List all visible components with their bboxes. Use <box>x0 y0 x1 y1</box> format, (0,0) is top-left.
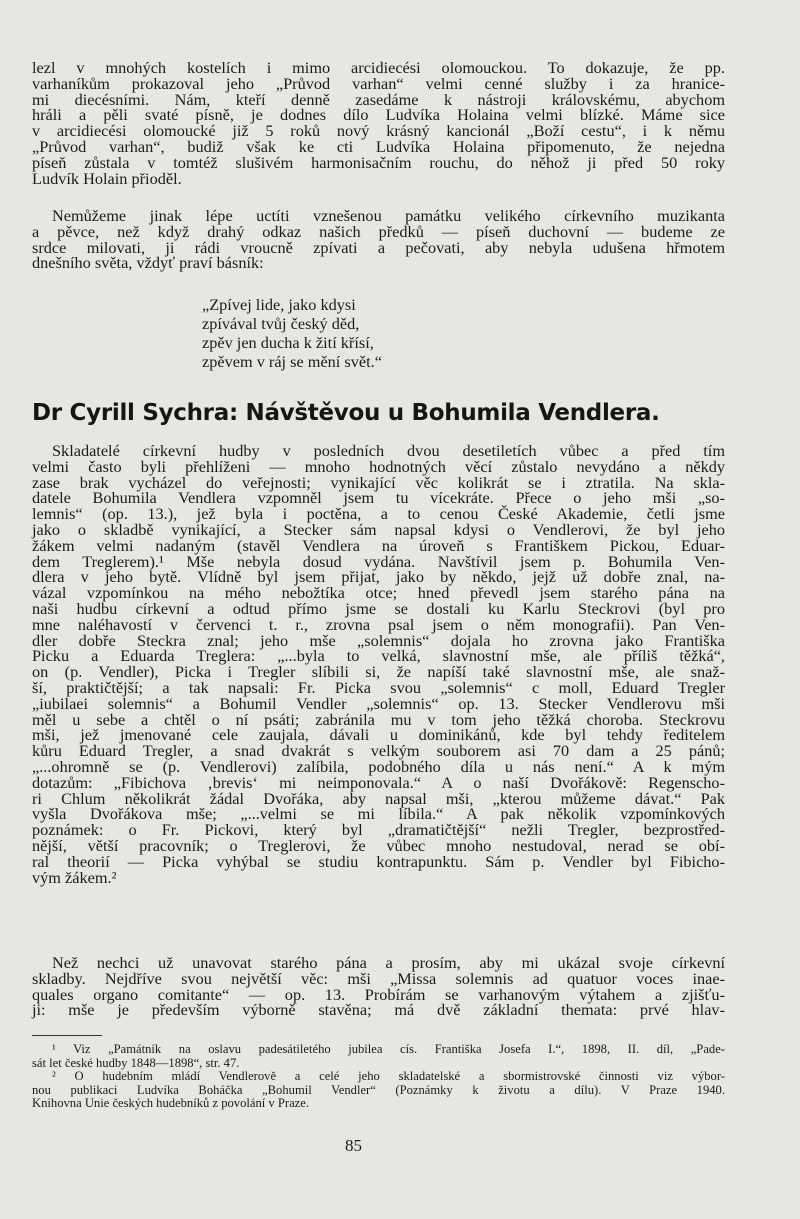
text-line: srdce milovati, ji rádi vroucně zpívati a pečovati, aby nebyla udušena hřmotem <box>32 237 725 257</box>
text-line: poznámek: o Fr. Pickovi, který byl „dramatičtější“ nežli Tregler, bezprostřed- <box>32 820 725 840</box>
footnote-divider <box>32 1035 102 1036</box>
text-line: nější, větší pracovník; o Treglerovi, že vůbec mnoho nestudoval, nerad se obí- <box>32 835 725 855</box>
text-line: „...ohromně se (p. Vendlerovi) zalíbila, podobného díla u nás není.“ A k mým <box>32 756 725 776</box>
footnote-line: Knihovna Unie českých hudebníků z povolání v Praze. <box>32 1096 309 1110</box>
text-line: hráli a pěli svaté písně, je dodnes dílo Ludvíka Holaina velmi blízké. Máme sice <box>32 105 725 125</box>
text-line: ší, praktičtější; a tak napsali: Fr. Picka svou „solemnis“ c moll, Eduard Tregler <box>32 677 725 697</box>
poem-line: zpěv jen ducha k žití křísí, <box>202 333 374 352</box>
footnote-line: nou publikaci Ludvíka Boháčka „Bohumil Vendler“ (Poznámky k životu a dílu). V Praze 1940. <box>32 1082 725 1097</box>
text-line: mši, jež jmenované cele zaujala, dávali u dominikánů, kde byl tehdy ředitelem <box>32 725 725 745</box>
text-line: „Průvod varhan“, budiž však ke cti Ludvíka Holaina připomenuto, že nejedna <box>32 136 725 156</box>
text-line: ral theorií — Picka vyhýbal se studiu kontrapunktu. Sám p. Vendler byl Fibicho- <box>32 851 725 871</box>
article-heading: Dr Cyrill Sychra: Návštěvou u Bohumila Vendlera. <box>32 400 660 426</box>
text-line: skladby. Nejdříve svou největší věc: mši „Missa solemnis ad quatuor voces inae- <box>32 968 725 988</box>
text-line: lezl v mnohých kostelích i mimo arcidiecési olomouckou. To dokazuje, že pp. <box>32 58 725 77</box>
paragraph-mass <box>32 955 725 1018</box>
text-line: Nemůžeme jinak lépe uctíti vznešenou památku velikého církevního muzikanta <box>52 206 725 225</box>
text-line: velmi často byli přehlíženi — mnoho hodnotných věcí zůstalo nevydáno a někdy <box>32 456 725 476</box>
text-line: ji: mše je především výborně stavěna; má dvě základní themata: prvé hlav- <box>32 1000 725 1020</box>
text-line: datele Bohumila Vendlera vzpomněl jsem tu vícekráte. Přece o jeho mši „so- <box>32 488 725 508</box>
poem-line: zpívával tvůj český děd, <box>202 314 360 333</box>
text-line: a pěvce, než když drahý odkaz našich předků — píseň duchovní — budeme ze <box>32 221 725 241</box>
footnote-line: ² O hudebním mládí Vendlerově a celé jeho skladatelské a sbormistrovské činnosti viz výbor- <box>52 1069 725 1083</box>
page-number: 85 <box>345 1136 362 1155</box>
paragraph-closing <box>32 208 725 271</box>
text-line: ri Chlum několikrát žádal Dvořáka, aby napsal mši, „kterou můžeme dávat.“ Pak <box>32 788 725 808</box>
text-line: vázal vzpomínkou na mého nebožtíka otce; hned převedl jsem starého pána na <box>32 583 725 603</box>
text-line: píseň zůstala v tomtéž slušivém harmonisačním rouchu, do něhož ji před 50 roky <box>32 152 725 172</box>
text-line: on (p. Vendler), Picka i Tregler slíbili si, že napíší také slavnostní mše, ale snaž- <box>32 662 725 682</box>
text-line: Skladatelé církevní hudby v posledních dvou desetiletích vůbec a před tím <box>52 441 725 460</box>
text-line: dlera v jeho bytě. Vlídně byl jsem přijat, jako by někdo, jejž už dobře znal, na- <box>32 567 725 587</box>
text-line: dem Treglerem).¹ Mše nebyla dosud vydána. Navštívil jsem p. Bohumila Ven- <box>32 551 725 571</box>
footnote-line: sát let české hudby 1848—1898“, str. 47. <box>32 1055 240 1070</box>
text-line: „iubilaei solemnis“ a Bohumil Vendler „solemnis“ op. 13. Stecker Vendlerovu mši <box>32 693 725 713</box>
text-line: lemnis“ (op. 13.), jež byla i poctěna, a to cenou České Akademie, četli jsme <box>32 504 725 524</box>
text-line: vým žákem.² <box>32 867 117 887</box>
text-line: vyšla Dvořákova mše; „...velmi se mi líbila.“ A pak několik vzpomínkových <box>32 804 725 824</box>
text-line: dler dobře Steckra znal; jeho mše „solemnis“ dojala ho zrovna jako Františka <box>32 630 725 650</box>
footnote-line: ¹ Viz „Památník na oslavu padesátiletého jubilea cís. Františka Josefa I.“, 1898, II. díl, „Pade- <box>52 1042 725 1056</box>
text-line: Než nechci už unavovat starého pána a prosím, aby mi ukázal svoje církevní <box>52 953 725 972</box>
text-line: zase brak vycházel do veřejnosti; vynikající věc kolikrát se i ztratila. Na skla- <box>32 472 725 492</box>
text-line: jako o skladbě vynikající, a Stecker sám napsal kdysi o Vendlerovi, že byl jeho <box>32 519 725 539</box>
text-line: naši hudbu církevní a odtud přímo jsme se dostali ku Karlu Steckrovi (byl pro <box>32 598 725 618</box>
text-line: Ludvík Holain přioděl. <box>32 168 182 188</box>
poem-line: zpěvem v ráj se mění svět.“ <box>202 352 382 371</box>
text-line: varhaníkům prokazoval jeho „Průvod varhan“ velmi cenné služby i za hranice- <box>32 73 725 93</box>
text-line: dotazům: „Fibichova ‚brevis‘ mi neimponovala.“ A o naší Dvořákově: Regenscho- <box>32 772 725 792</box>
text-line: kůru Eduard Tregler, a snad dvakrát s velkým souborem asi 70 dam a 25 pánů; <box>32 741 725 761</box>
text-line: v arcidiecési olomoucké již 5 roků nový krásný kancionál „Boží cestu“, i k němu <box>32 121 725 141</box>
text-line: žákem velmi nadaným (stavěl Vendlera na úroveň s Františkem Pickou, Eduar- <box>32 535 725 555</box>
text-line: měl u sebe a chtěl o ní psáti; zabránila mu v tom jeho těžká choroba. Steckrovu <box>32 709 725 729</box>
poem-quote <box>202 295 382 371</box>
poem-line: „Zpívej lide, jako kdysi <box>202 295 356 314</box>
paragraph-visit <box>32 443 725 885</box>
text-line: mne naléhavostí v červenci t. r., zrovna psal jsem o něm monografii). Pan Ven- <box>32 614 725 634</box>
text-line: dnešního světa, vždyť praví básník: <box>32 253 264 273</box>
text-line: Picku a Eduarda Treglera: „...byla to velká, slavnostní mše, ale příliš těžká“, <box>32 646 725 666</box>
text-line: quales organo comitante“ — op. 13. Probírám se varhanovým výtahem a zjišťu- <box>32 984 725 1004</box>
text-line: mi diecésními. Nám, kteří denně zasedáme k nástroji královskému, abychom <box>32 89 725 109</box>
footnotes <box>32 1043 725 1111</box>
paragraph-holain <box>32 60 725 186</box>
